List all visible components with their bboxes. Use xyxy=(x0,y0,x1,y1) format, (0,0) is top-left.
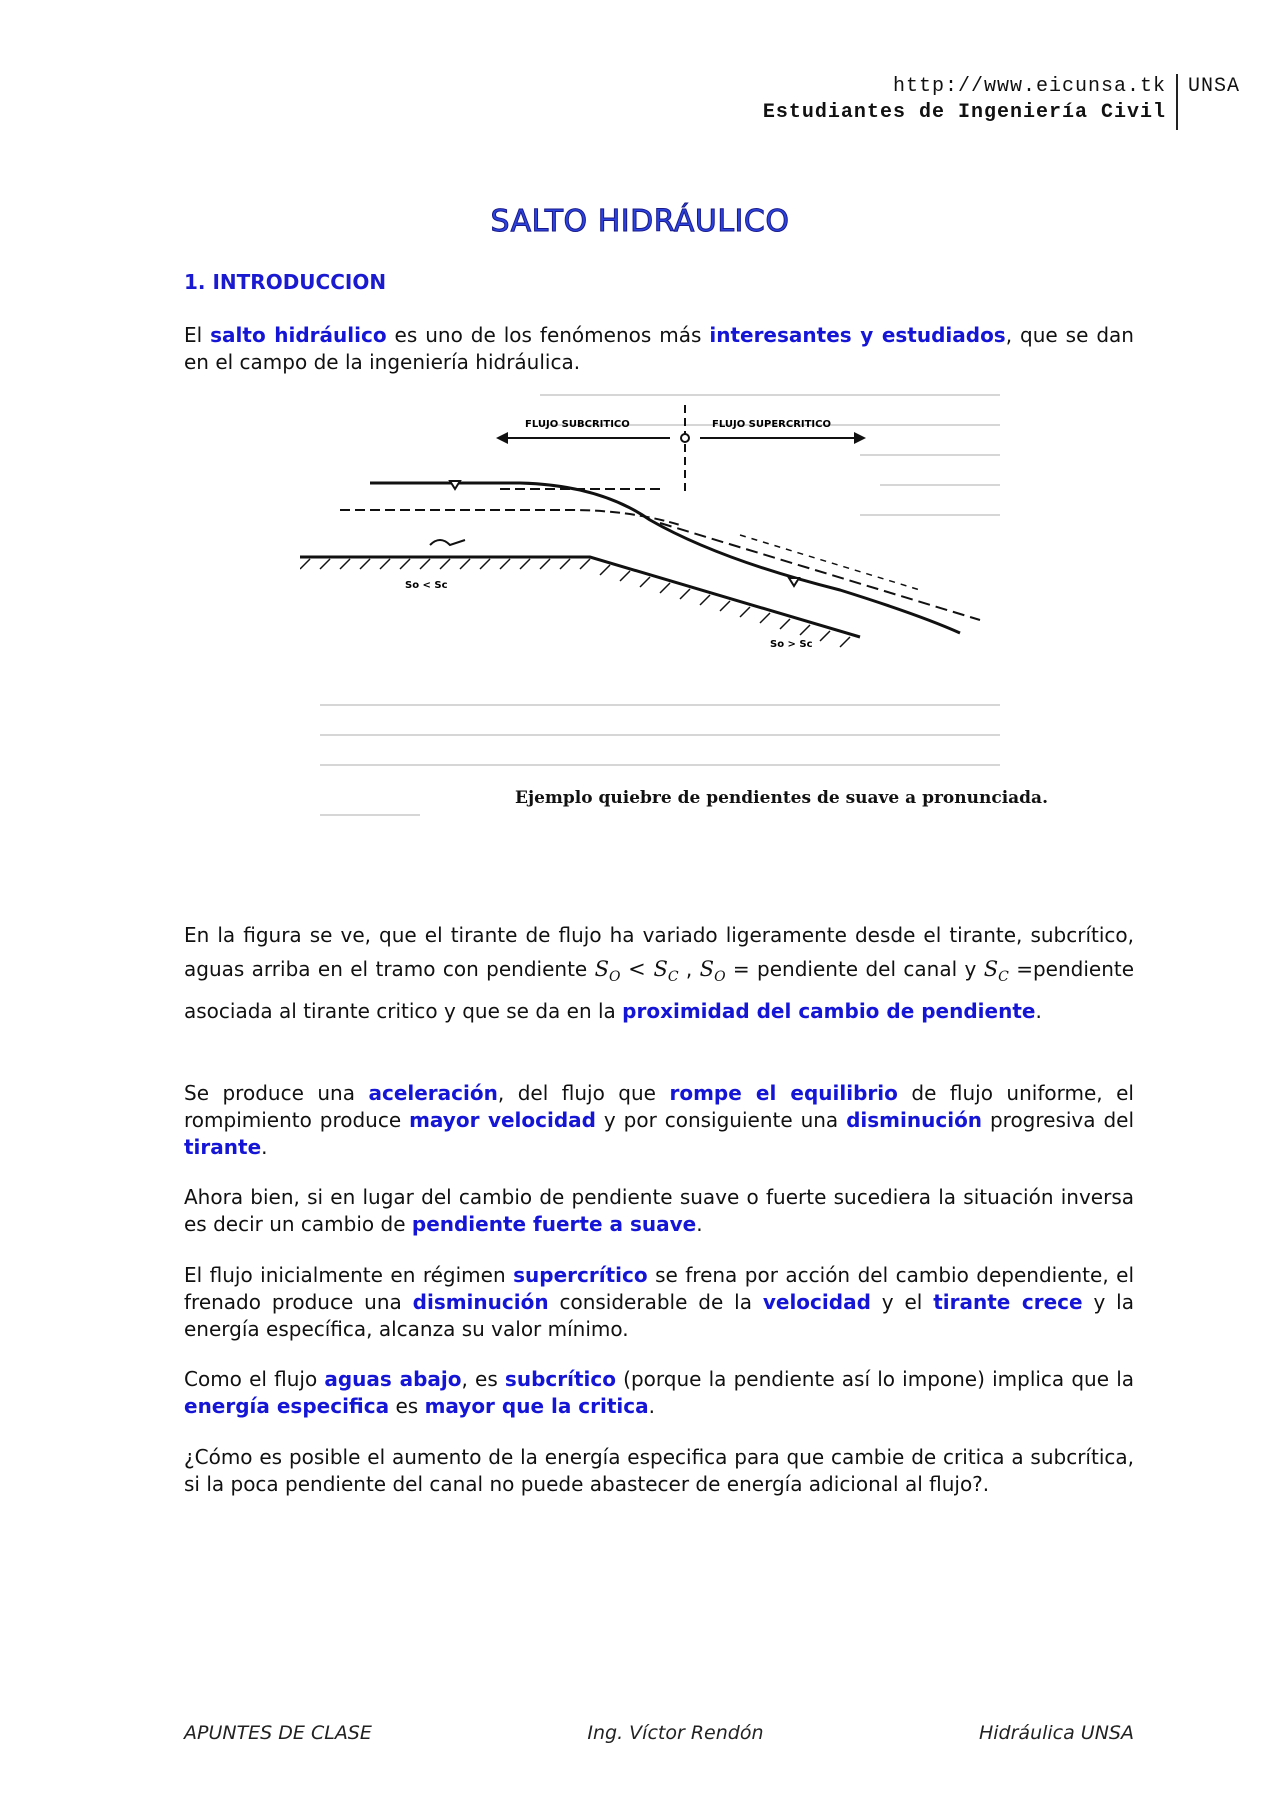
math-sc: $S_C$ xyxy=(983,957,1009,986)
header-left xyxy=(763,74,1178,130)
text-run: = pendiente del canal y xyxy=(725,957,984,981)
text-run: Como el flujo xyxy=(184,1367,325,1391)
page-title: SALTO HIDRÁULICO xyxy=(490,204,790,239)
channel-diagram xyxy=(300,385,1050,855)
text-run: y el xyxy=(870,1290,934,1314)
text-run: , del flujo que xyxy=(497,1081,670,1105)
highlight-term: tirante xyxy=(184,1135,262,1159)
supercritical-paragraph xyxy=(184,1262,1134,1343)
footer-right: Hidráulica UNSA xyxy=(978,1722,1134,1744)
math-so: $S_O$ xyxy=(699,957,726,986)
highlight-term: salto hidráulico xyxy=(210,323,387,347)
footer-center: Ing. Víctor Rendón xyxy=(587,1722,764,1744)
highlight-term: tirante crece xyxy=(933,1290,1083,1314)
highlight-term: aguas abajo xyxy=(324,1367,462,1391)
text-run: =pendiente asociada al tirante critico y que se da en la xyxy=(184,957,1135,1024)
header-subtitle: Estudiantes de Ingeniería Civil xyxy=(762,101,1166,124)
highlight-term: mayor velocidad xyxy=(409,1108,596,1132)
text-run: Ahora bien, si en lugar del cambio de pendiente suave o fuerte sucediera la situación inversa es decir un cambio de xyxy=(184,1185,1134,1236)
text-run: y la energía específica, alcanza su valor mínimo. xyxy=(184,1290,1134,1341)
highlight-term: velocidad xyxy=(762,1290,871,1314)
highlight-term: disminución xyxy=(412,1290,549,1314)
acceleration-paragraph xyxy=(184,1080,1134,1161)
water-level-marker xyxy=(450,481,460,489)
header-url: http://www.eicunsa.tk xyxy=(892,75,1166,98)
text-run: . xyxy=(648,1394,655,1418)
highlight-term: rompe el equilibrio xyxy=(669,1081,898,1105)
highlight-term: pendiente fuerte a suave xyxy=(411,1212,697,1236)
page-footer xyxy=(184,1722,1134,1744)
highlight-term: disminución xyxy=(846,1108,983,1132)
math-so: $S_O$ xyxy=(594,957,621,986)
critical-depth-line-left xyxy=(340,510,680,525)
arrow-head-right xyxy=(854,432,866,444)
header-org: UNSA xyxy=(1187,75,1240,98)
bed-hatching xyxy=(300,559,850,647)
label-slope-steep: So > Sc xyxy=(770,639,813,650)
text-run: Se produce una xyxy=(184,1081,369,1105)
normal-depth-line-right xyxy=(740,535,920,590)
highlight-term: interesantes y estudiados xyxy=(709,323,1006,347)
text-run: , que se dan en el campo de la ingeniería hidráulica. xyxy=(184,323,1134,374)
page-header xyxy=(763,74,1240,130)
text-run: es uno de los fenómenos más xyxy=(386,323,710,347)
slope-change-figure xyxy=(300,385,1050,855)
text-run: . xyxy=(696,1212,703,1236)
text-run: . xyxy=(1035,999,1042,1024)
highlight-term: mayor que la critica xyxy=(424,1394,649,1418)
divider-node xyxy=(681,434,689,442)
text-run: , es xyxy=(461,1367,505,1391)
highlight-term: subcrítico xyxy=(504,1367,616,1391)
highlight-term: proximidad del cambio de pendiente xyxy=(622,999,1036,1024)
text-run: (porque la pendiente así lo impone) implica que la xyxy=(615,1367,1135,1391)
text-run: considerable de la xyxy=(548,1290,763,1314)
text-run: de flujo uniforme, el rompimiento produce xyxy=(184,1081,1134,1132)
highlight-term: supercrítico xyxy=(513,1263,648,1287)
label-flujo-supercritico: FLUJO SUPERCRITICO xyxy=(712,419,831,430)
critical-depth-line-right xyxy=(660,523,980,620)
text-run: progresiva del xyxy=(982,1108,1134,1132)
label-slope-mild: So < Sc xyxy=(405,580,448,591)
figure-explanation-paragraph xyxy=(184,918,1134,1028)
footer-left: APUNTES DE CLASE xyxy=(184,1722,372,1744)
water-level-marker xyxy=(789,578,799,586)
math-sc: $S_C$ xyxy=(653,957,679,986)
text-run: y por consiguiente una xyxy=(596,1108,847,1132)
flow-arrow xyxy=(430,540,465,545)
arrow-head-left xyxy=(496,432,508,444)
text-run: . xyxy=(261,1135,268,1159)
section-heading: 1. INTRODUCCION xyxy=(184,270,387,294)
figure-caption: Ejemplo quiebre de pendientes de suave a pronunciada. xyxy=(515,788,1048,808)
highlight-term: aceleración xyxy=(368,1081,498,1105)
math-op: < xyxy=(620,957,654,981)
text-run: se frena por acción del cambio dependiente, el frenado produce una xyxy=(184,1263,1135,1314)
intro-paragraph xyxy=(184,322,1134,376)
question-paragraph: ¿Cómo es posible el aumento de la energía especifica para que cambie de critica a subcrítica, si la poca pendiente del canal no puede abastecer de energía adicional al flujo?. xyxy=(184,1445,1134,1496)
text-run: En la figura se ve, que el tirante de flujo ha variado ligeramente desde el tirante, subcrítico, aguas arriba en el tramo con pendiente xyxy=(184,923,1134,981)
inverse-situation-paragraph xyxy=(184,1184,1134,1238)
label-flujo-subcritico: FLUJO SUBCRITICO xyxy=(525,419,630,430)
text-run: , xyxy=(678,957,700,981)
text-run: es xyxy=(389,1394,425,1418)
downstream-paragraph xyxy=(184,1366,1134,1420)
text-run: El xyxy=(184,323,211,347)
highlight-term: energía especifica xyxy=(184,1394,390,1418)
text-run: El flujo inicialmente en régimen xyxy=(184,1263,514,1287)
